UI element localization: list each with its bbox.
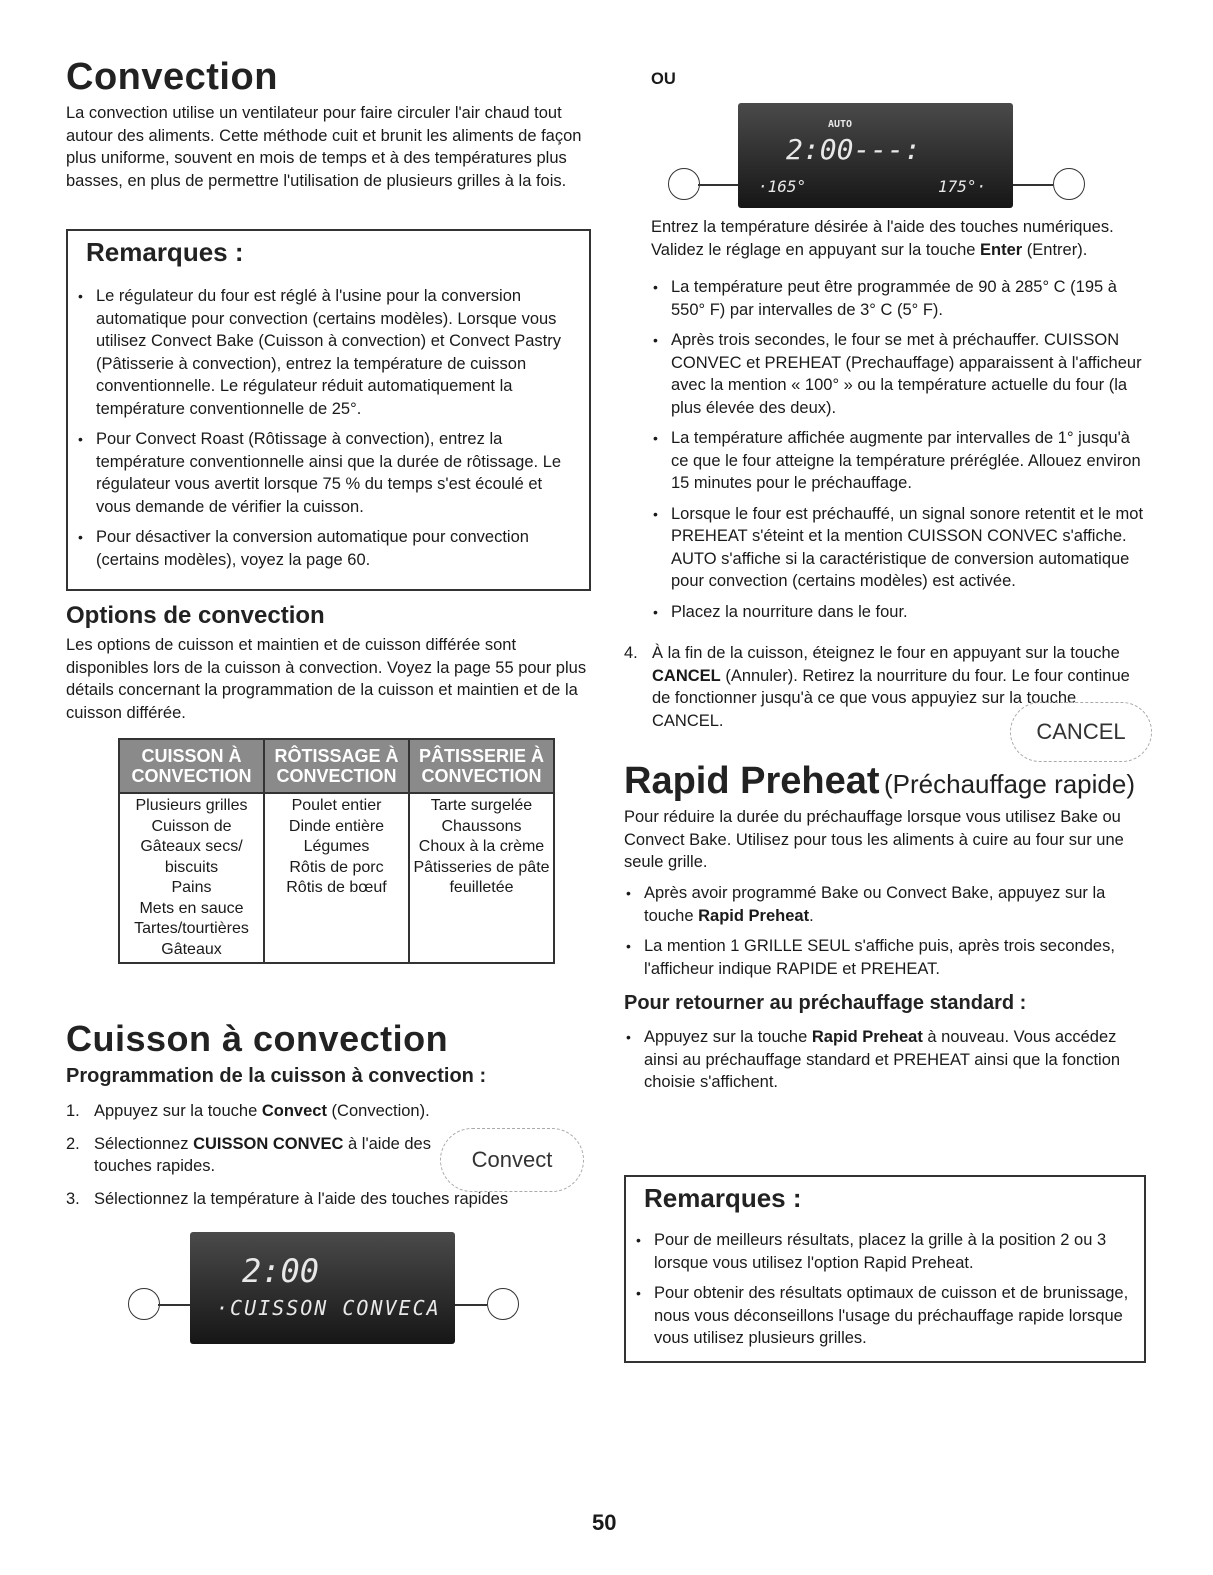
list-item <box>66 1133 454 1178</box>
remarques-title-1: Remarques : <box>86 237 244 267</box>
rapid-title-sub: (Préchauffage rapide) <box>883 769 1135 799</box>
table-cell-line: Choux à la crème <box>418 838 545 855</box>
step-text-bold: CANCEL <box>652 666 721 685</box>
cancel-key[interactable]: CANCEL <box>1010 702 1152 762</box>
display-right-temp: 175°· <box>938 177 987 196</box>
oven-display <box>190 1232 455 1344</box>
list-item: • Le régulateur du four est réglé à l'usine pour la conversion automatique pour convection (certains modèles). Lorsque vous utilisez Convect Bake (Cuisson à convection) et Convect Pastry (Pâtisserie à convection), entrez la température de cuisson conventionnelle. Le régulateur réduit automatiquement la température conventionnelle de 25°. <box>76 285 576 420</box>
rapid-heading <box>624 760 1135 803</box>
table-cell-line: Rôtis de porc <box>289 858 384 876</box>
list-item <box>624 1026 1144 1094</box>
list-item: • La mention 1 GRILLE SEUL s'affiche puis, après trois secondes, l'afficheur indique RAPIDE et PREHEAT. <box>624 935 1144 980</box>
table-cell-line: Pâtisseries de pâte <box>413 858 550 876</box>
table-header: PÂTISSERIE À CONVECTION <box>409 739 554 793</box>
enter-bullets <box>651 276 1151 631</box>
display-time: 2:00 <box>242 1252 320 1290</box>
connector-line <box>698 184 738 186</box>
ou-label: OU <box>651 70 676 88</box>
knob-right-icon <box>487 1288 519 1320</box>
table-cell-line: Poulet entier <box>291 797 382 814</box>
table-cell-line: Pains <box>171 879 212 896</box>
options-title: Options de convection <box>66 602 325 629</box>
list-item: • Pour de meilleurs résultats, placez la grille à la position 2 ou 3 lorsque vous utilisez l'option Rapid Preheat. <box>634 1229 1130 1274</box>
step-number: 4. <box>624 644 638 662</box>
remarques-list-1 <box>76 285 576 579</box>
table-cell-line: Gâteaux <box>161 940 222 958</box>
table-cell-line: Rôtis de bœuf <box>286 879 387 896</box>
step-text: Sélectionnez la température à l'aide des touches rapides <box>94 1189 509 1208</box>
table-cell-line: Gâteaux secs/ <box>140 838 243 855</box>
enter-text-part: Entrez la température désirée à l'aide des touches numériques. Validez le réglage en appuyant sur la touche <box>651 218 1114 259</box>
remarques-title-2: Remarques : <box>644 1183 802 1213</box>
step-text: à l'aide des touches rapides. <box>94 1134 431 1175</box>
list-item <box>66 1100 486 1123</box>
display-auto: AUTO <box>828 119 853 130</box>
bullet-text-bold: Rapid Preheat <box>698 906 810 925</box>
step-text: (Annuler). Retirez la nourriture du four. Le four continue de fonctionner jusqu'à ce que vous appuyiez sur la touche CANCEL. <box>652 666 1130 730</box>
return-bullets <box>624 1026 1144 1102</box>
list-item: • Pour désactiver la conversion automatique pour convection (certains modèles), voyez la page 60. <box>76 526 576 571</box>
remarques-list-2 <box>634 1229 1130 1358</box>
table-cell-line: biscuits <box>164 858 219 876</box>
table-cell-line: Chaussons <box>441 817 522 835</box>
rapid-title: Rapid Preheat <box>624 760 880 802</box>
knob-left-icon <box>128 1288 160 1320</box>
table-cell <box>264 793 409 963</box>
step-text: Sélectionnez <box>94 1134 194 1153</box>
return-title: Pour retourner au préchauffage standard : <box>624 992 1027 1014</box>
table-cell <box>409 793 554 963</box>
list-item: • La température peut être programmée de 90 à 285° C (195 à 550° F) par intervalles de 3° C (5° F). <box>651 276 1151 321</box>
bullet-text: à nouveau. Vous accédez ainsi au préchauffage standard et PREHEAT ainsi que la fonction choisie s'affichent. <box>644 1028 1121 1091</box>
step-number: 3. <box>66 1189 80 1208</box>
list-item: • Pour obtenir des résultats optimaux de cuisson et de brunissage, nous vous déconseillons l'usage du préchauffage rapide lorsque vous utilisez plusieurs grilles. <box>634 1282 1130 1350</box>
bullet-text-bold: Rapid Preheat <box>811 1028 923 1046</box>
convection-title: Convection <box>66 56 278 98</box>
step-text: Appuyez sur la touche <box>94 1102 262 1120</box>
list-item: • Pour Convect Roast (Rôtissage à convection), entrez la température conventionnelle ainsi que la durée de rôtissage. Le régulateur vous avertit lorsque 75 % du temps s'est écoulé et vous demande de vérifier la cuisson. <box>76 428 576 518</box>
cuisson-subtitle: Programmation de la cuisson à convection : <box>66 1065 487 1087</box>
cuisson-title: Cuisson à convection <box>66 1018 449 1059</box>
convection-intro: La convection utilise un ventilateur pour faire circuler l'air chaud tout autour des aliments. Cette méthode cuit et brunit les aliments de façon plus uniforme, souvent en mois de temps et à des températures plus basses, en plus de permettre l'utilisation de plusieurs grilles à la fois. <box>66 104 582 190</box>
list-item: • La température affichée augmente par intervalles de 1° jusqu'à ce que le four atteigne la température préréglée. Allouez environ 15 minutes pour le préchauffage. <box>651 427 1151 495</box>
remarques-box-1 <box>66 229 591 591</box>
step-number: 2. <box>66 1134 80 1153</box>
convection-options-table <box>118 738 555 964</box>
connector-line <box>1013 184 1053 186</box>
remarques-box-2 <box>624 1175 1146 1363</box>
display-text: ·CUISSON CONVECA <box>216 1296 441 1320</box>
table-cell-line: Légumes <box>303 838 370 855</box>
table-cell <box>119 793 264 963</box>
list-item: • Après trois secondes, le four se met à préchauffer. CUISSON CONVEC et PREHEAT (Prechauffage) apparaissent à l'afficheur avec la mention « 100° » ou la température actuelle du four (la plus élevée des deux). <box>651 329 1151 419</box>
enter-key-label: Enter <box>980 240 1023 259</box>
table-header: CUISSON À CONVECTION <box>119 739 264 793</box>
connector-line <box>455 1304 487 1306</box>
table-header: RÔTISSAGE À CONVECTION <box>264 739 409 793</box>
convect-key[interactable]: Convect <box>440 1128 584 1192</box>
table-cell-line: feuilletée <box>449 879 514 896</box>
table-cell-line: Mets en sauce <box>139 899 244 917</box>
table-cell-line: Tarte surgelée <box>430 797 533 814</box>
enter-text-part: (Entrer). <box>1022 240 1088 259</box>
step-text: (Convection). <box>326 1102 430 1120</box>
step-number: 1. <box>66 1102 80 1120</box>
list-item <box>624 882 1144 927</box>
knob-left-icon <box>668 168 700 200</box>
oven-display-auto <box>738 103 1013 208</box>
enter-text <box>651 216 1151 261</box>
knob-right-icon <box>1053 168 1085 200</box>
options-text: Les options de cuisson et maintien et de cuisson différée sont disponibles lors de la cuisson à convection. Voyez la page 55 pour plus détails concernant la programmation de la cuisson et maintien et de la cuisson différée. <box>66 636 587 722</box>
cuisson-steps <box>66 1100 509 1220</box>
step-text: À la fin de la cuisson, éteignez le four en appuyant sur la touche <box>652 644 1120 662</box>
rapid-bullets <box>624 882 1144 988</box>
rapid-intro: Pour réduire la durée du préchauffage lorsque vous utilisez Bake ou Convect Bake. Utilisez pour tous les aliments à cuire au four sur une seule grille. <box>624 808 1124 871</box>
display-time: 2:00---: <box>786 133 921 166</box>
bullet-text: Après avoir programmé Bake ou Convect Bake, appuyez sur la touche <box>644 884 1106 925</box>
table-cell-line: Cuisson de <box>151 817 232 835</box>
page-number: 50 <box>592 1510 617 1535</box>
bullet-text: Appuyez sur la touche <box>644 1028 812 1046</box>
connector-line <box>158 1304 190 1306</box>
step-text-bold: Convect <box>261 1102 327 1120</box>
display-left-temp: ·165° <box>758 177 807 196</box>
list-item: • Placez la nourriture dans le four. <box>651 601 1151 624</box>
step-text-bold: CUISSON CONVEC <box>193 1134 344 1153</box>
table-cell-line: Plusieurs grilles <box>135 797 248 814</box>
table-cell-line: Tartes/tourtières <box>134 920 249 937</box>
list-item: • Lorsque le four est préchauffé, un signal sonore retentit et le mot PREHEAT s'éteint et la mention CUISSON CONVEC s'affiche. AUTO s'affiche si la caractéristique de conversion automatique pour convection (certains modèles) est activée. <box>651 503 1151 593</box>
table-cell-line: Dinde entière <box>288 817 385 835</box>
bullet-text: . <box>809 906 814 925</box>
